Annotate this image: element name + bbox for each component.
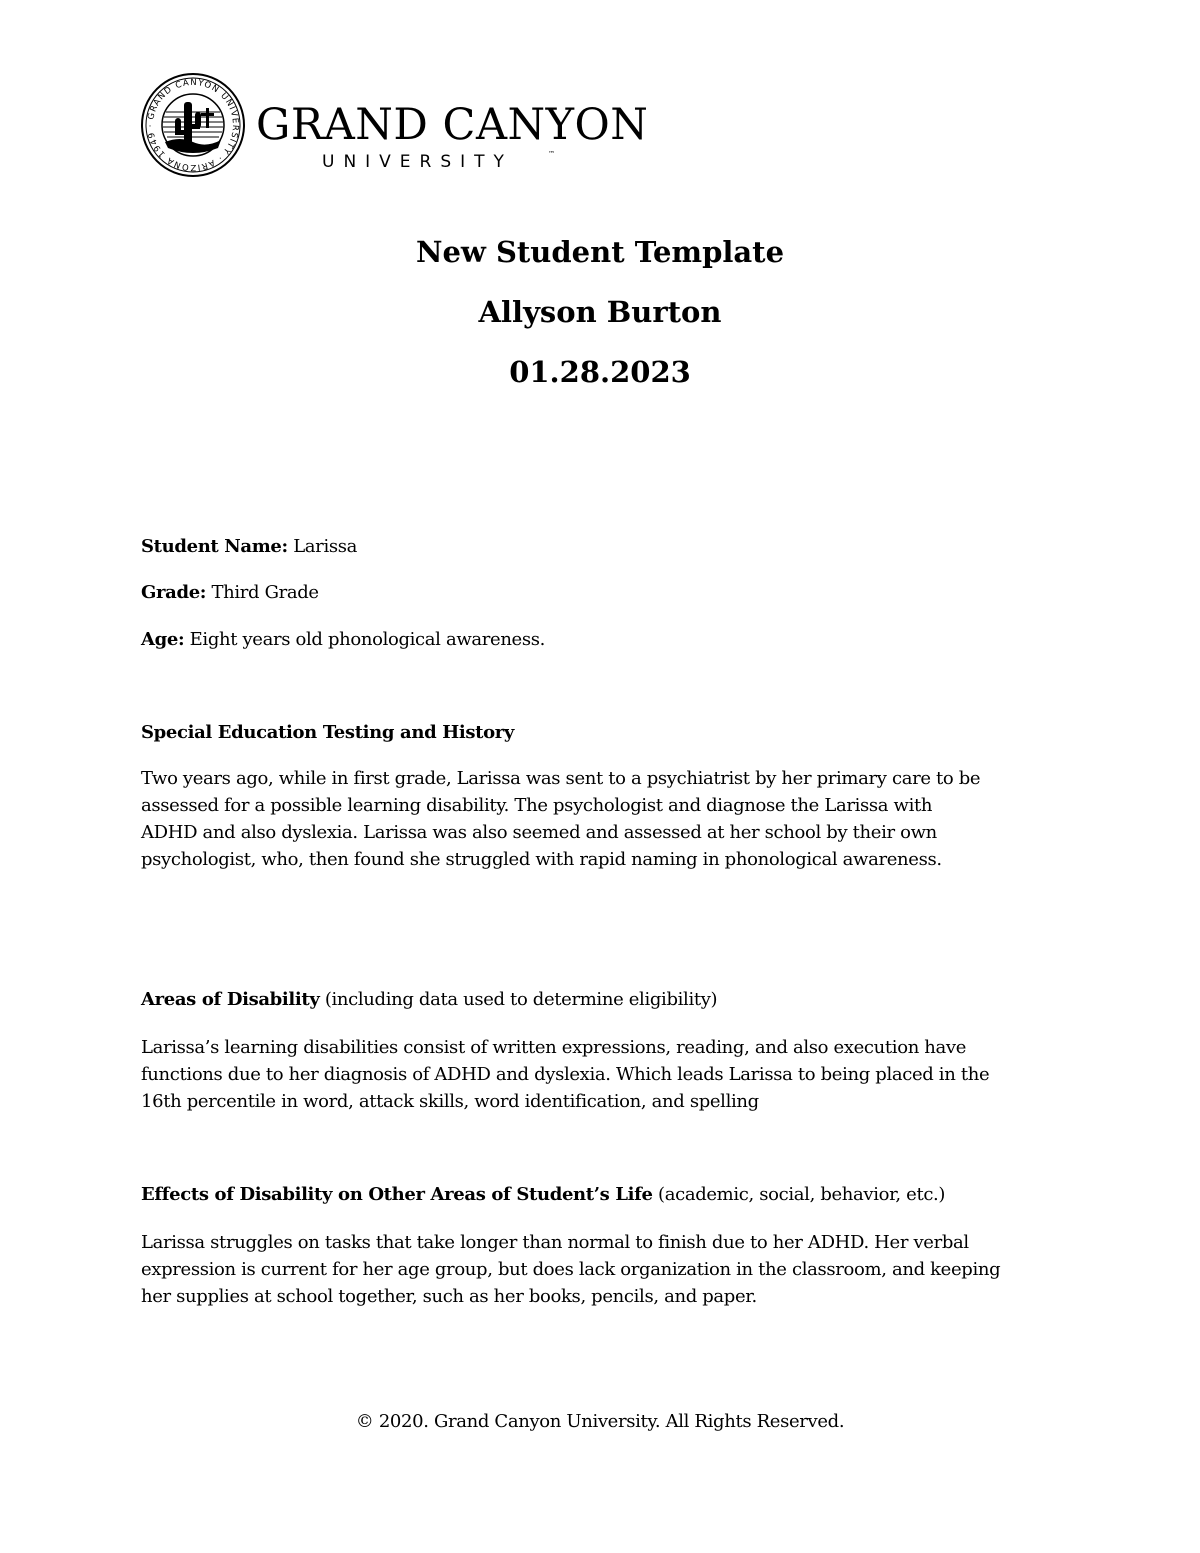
student-name-value: Larissa: [287, 536, 358, 557]
age-field: [141, 626, 1071, 653]
grade-value: Third Grade: [206, 582, 319, 603]
paragraph-line: ADHD and also dyslexia. Larissa was also seemed and assessed at her school by their own: [141, 822, 937, 843]
section-heading-text: Effects of Disability on Other Areas of Student’s Life: [141, 1184, 653, 1205]
section-heading-note: (academic, social, behavior, etc.): [652, 1184, 946, 1205]
section-paragraph: [141, 765, 1071, 873]
section-heading: [141, 719, 1071, 746]
paragraph-line: 16th percentile in word, attack skills, word identification, and spelling: [141, 1091, 759, 1112]
paragraph-line: Larissa struggles on tasks that take longer than normal to finish due to her ADHD. Her verbal: [141, 1232, 969, 1253]
student-name-label: Student Name:: [141, 536, 288, 557]
document-date: 01.28.2023: [509, 355, 691, 389]
section-heading-text: Special Education Testing and History: [141, 722, 515, 743]
document-title: New Student Template: [415, 235, 785, 269]
section-heading: [141, 986, 1071, 1013]
grade-field: [141, 579, 1071, 606]
paragraph-line: Larissa’s learning disabilities consist of written expressions, reading, and also execution have: [141, 1037, 967, 1058]
author-name: Allyson Burton: [478, 295, 722, 329]
paragraph-line: functions due to her diagnosis of ADHD and dyslexia. Which leads Larissa to being placed in the: [141, 1064, 990, 1085]
paragraph-line: Two years ago, while in first grade, Larissa was sent to a psychiatrist by her primary care to be: [141, 768, 981, 789]
svg-text:GRAND CANYON UNIVERSITY · ARIZ: GRAND CANYON UNIVERSITY · ARIZONA 1949 ·: [145, 77, 241, 173]
student-name-field: [141, 533, 1071, 560]
section-heading: [141, 1181, 1071, 1208]
paragraph-line: her supplies at school together, such as her books, pencils, and paper.: [141, 1286, 757, 1307]
university-seal-icon: [140, 72, 246, 178]
paragraph-line: expression is current for her age group, but does lack organization in the classroom, and keeping: [141, 1259, 1001, 1280]
gcu-logo: [140, 72, 649, 180]
logo-wordmark-top: GRAND CANYON: [256, 100, 649, 150]
copyright-footer: © 2020. Grand Canyon University. All Rights Reserved.: [355, 1411, 845, 1432]
age-value: Eight years old phonological awareness.: [184, 629, 546, 650]
grade-label: Grade:: [141, 582, 207, 603]
trademark-symbol: ™: [548, 150, 555, 158]
section-paragraph: [141, 1229, 1071, 1310]
paragraph-line: assessed for a possible learning disability. The psychologist and diagnose the Larissa with: [141, 795, 933, 816]
section-paragraph: [141, 1034, 1071, 1115]
paragraph-line: psychologist, who, then found she struggled with rapid naming in phonological awareness.: [141, 849, 942, 870]
logo-wordmark-bottom: UNIVERSITY: [322, 152, 513, 172]
section-heading-text: Areas of Disability: [141, 989, 320, 1010]
age-label: Age:: [141, 629, 185, 650]
section-heading-note: (including data used to determine eligibility): [319, 989, 718, 1010]
